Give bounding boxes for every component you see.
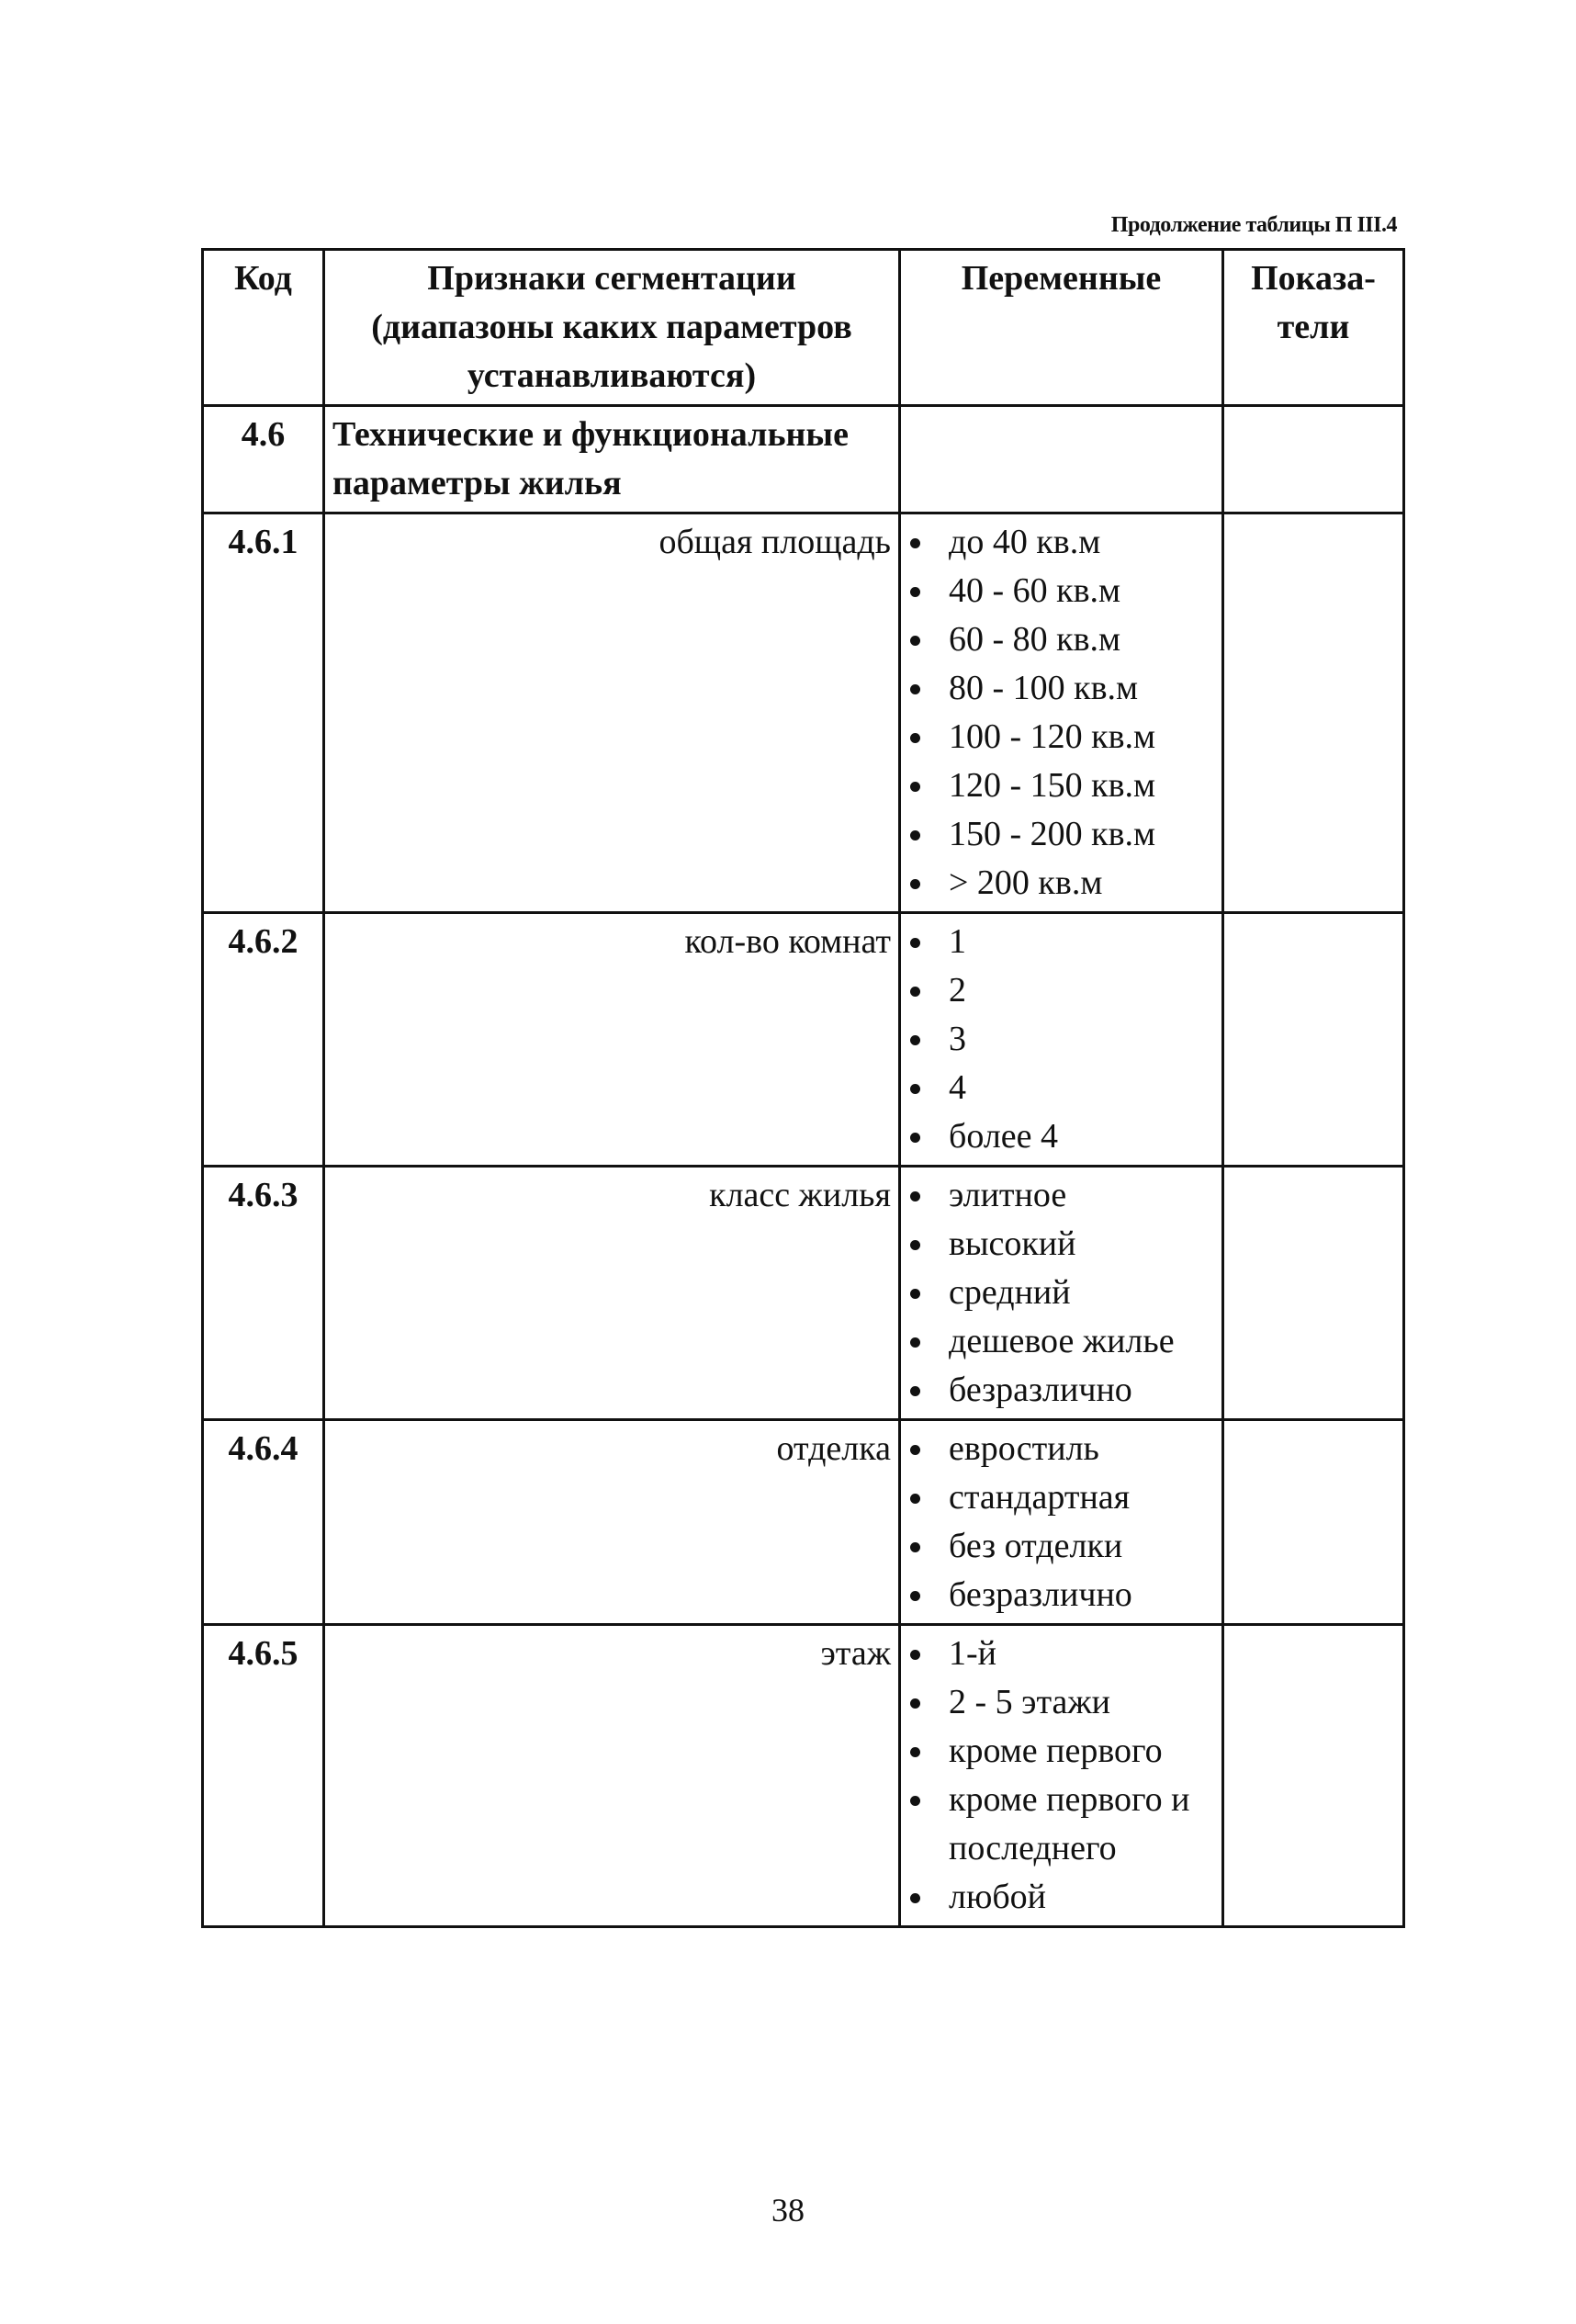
page-number: 38 [771, 2192, 805, 2228]
table-header-row [203, 250, 1404, 406]
variable-item: кроме первого и последнего [908, 1776, 1214, 1873]
row-indicators [1223, 1167, 1404, 1420]
variables-list [908, 918, 1214, 1161]
table-row [203, 513, 1404, 913]
row-code: 4.6.1 [203, 513, 324, 913]
header-indicators: Показа-тели [1223, 250, 1404, 406]
variable-item: 1-й [908, 1630, 1214, 1678]
variables-list [908, 1630, 1214, 1922]
variable-item: > 200 кв.м [908, 859, 1214, 908]
variable-item: 150 - 200 кв.м [908, 810, 1214, 859]
variable-item: 120 - 150 кв.м [908, 762, 1214, 810]
variable-item: 4 [908, 1064, 1214, 1112]
variables-list [908, 518, 1214, 908]
variable-item: безразлично [908, 1571, 1214, 1619]
row-code: 4.6.5 [203, 1625, 324, 1927]
variable-item: кроме первого [908, 1727, 1214, 1776]
variable-item: 2 - 5 этажи [908, 1678, 1214, 1727]
variable-item: безразлично [908, 1366, 1214, 1415]
row-indicators [1223, 1625, 1404, 1927]
variable-item: 1 [908, 918, 1214, 966]
row-feature: класс жилья [324, 1167, 900, 1420]
group-variables-cell [900, 406, 1223, 513]
group-title: Технические и функциональные параметры жилья [324, 406, 900, 513]
table-row [203, 1420, 1404, 1625]
variable-item: евростиль [908, 1425, 1214, 1473]
variable-item: более 4 [908, 1112, 1214, 1161]
variable-item: высокий [908, 1220, 1214, 1269]
variable-item: 60 - 80 кв.м [908, 615, 1214, 664]
variable-item: средний [908, 1269, 1214, 1317]
row-feature: этаж [324, 1625, 900, 1927]
header-code: Код [203, 250, 324, 406]
variable-item: элитное [908, 1171, 1214, 1220]
variables-list [908, 1171, 1214, 1415]
variables-list [908, 1425, 1214, 1619]
variable-item: 2 [908, 966, 1214, 1015]
header-variables: Переменные [900, 250, 1223, 406]
row-variables [900, 513, 1223, 913]
variable-item: стандартная [908, 1473, 1214, 1522]
table-row [203, 1625, 1404, 1927]
variable-item: любой [908, 1873, 1214, 1922]
row-feature: отделка [324, 1420, 900, 1625]
row-variables [900, 1420, 1223, 1625]
row-code: 4.6.4 [203, 1420, 324, 1625]
group-indicators-cell [1223, 406, 1404, 513]
table-row [203, 1167, 1404, 1420]
row-feature: кол-во комнат [324, 913, 900, 1167]
row-variables [900, 1167, 1223, 1420]
header-feature: Признаки сегментации (диапазоны каких параметров устанавливаются) [324, 250, 900, 406]
row-indicators [1223, 913, 1404, 1167]
table-continuation-label: Продолжение таблицы П III.4 [1110, 213, 1397, 237]
row-indicators [1223, 513, 1404, 913]
group-row [203, 406, 1404, 513]
group-code: 4.6 [203, 406, 324, 513]
row-code: 4.6.2 [203, 913, 324, 1167]
variable-item: 40 - 60 кв.м [908, 567, 1214, 615]
row-indicators [1223, 1420, 1404, 1625]
variable-item: без отделки [908, 1522, 1214, 1571]
row-variables [900, 913, 1223, 1167]
variable-item: 100 - 120 кв.м [908, 713, 1214, 762]
segmentation-table [201, 248, 1405, 1928]
row-code: 4.6.3 [203, 1167, 324, 1420]
variable-item: 3 [908, 1015, 1214, 1064]
variable-item: дешевое жилье [908, 1317, 1214, 1366]
variable-item: 80 - 100 кв.м [908, 664, 1214, 713]
variable-item: до 40 кв.м [908, 518, 1214, 567]
row-feature: общая площадь [324, 513, 900, 913]
table-row [203, 913, 1404, 1167]
row-variables [900, 1625, 1223, 1927]
